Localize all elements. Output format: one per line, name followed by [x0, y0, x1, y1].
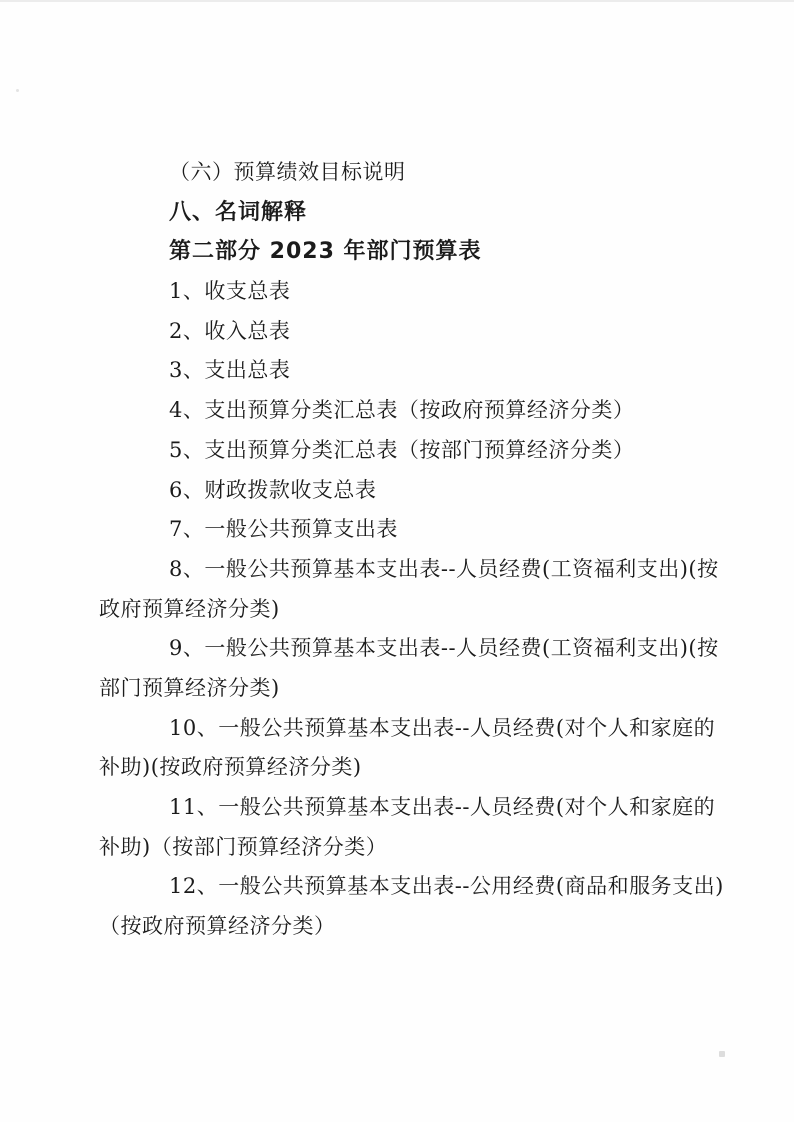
toc-line: 12、一般公共预算基本支出表--公用经费(商品和服务支出): [169, 874, 724, 899]
toc-line: 2、收入总表: [169, 318, 291, 343]
toc-line: 补助)(按政府预算经济分类): [99, 755, 362, 780]
toc-line: 政府预算经济分类): [99, 596, 280, 621]
toc-line: 8、一般公共预算基本支出表--人员经费(工资福利支出)(按: [169, 556, 719, 581]
toc-line: 9、一般公共预算基本支出表--人员经费(工资福利支出)(按: [169, 636, 719, 661]
document-body: [99, 153, 724, 947]
toc-line: 5、支出预算分类汇总表（按部门预算经济分类）: [169, 437, 635, 462]
section-heading: 第二部分 2023 年部门预算表: [169, 239, 482, 265]
toc-line: 部门预算经济分类): [99, 675, 280, 700]
toc-line: 7、一般公共预算支出表: [169, 517, 398, 542]
scan-edge-artifact: [0, 0, 794, 2]
toc-line: 11、一般公共预算基本支出表--人员经费(对个人和家庭的: [169, 795, 716, 819]
scan-speck: [719, 1051, 725, 1057]
toc-line: 10、一般公共预算基本支出表--人员经费(对个人和家庭的: [169, 715, 716, 740]
section-heading: 八、名词解释: [169, 199, 308, 225]
scan-speck: [16, 89, 19, 92]
toc-line: 4、支出预算分类汇总表（按政府预算经济分类）: [169, 398, 635, 423]
toc-line: （六）预算绩效目标说明: [169, 160, 406, 184]
toc-line: 补助)（按部门预算经济分类）: [99, 834, 388, 859]
toc-line: 1、收支总表: [169, 279, 291, 304]
toc-line: （按政府预算经济分类）: [99, 914, 336, 939]
toc-line: 6、财政拨款收支总表: [169, 477, 377, 502]
toc-line: 3、支出总表: [169, 358, 291, 383]
